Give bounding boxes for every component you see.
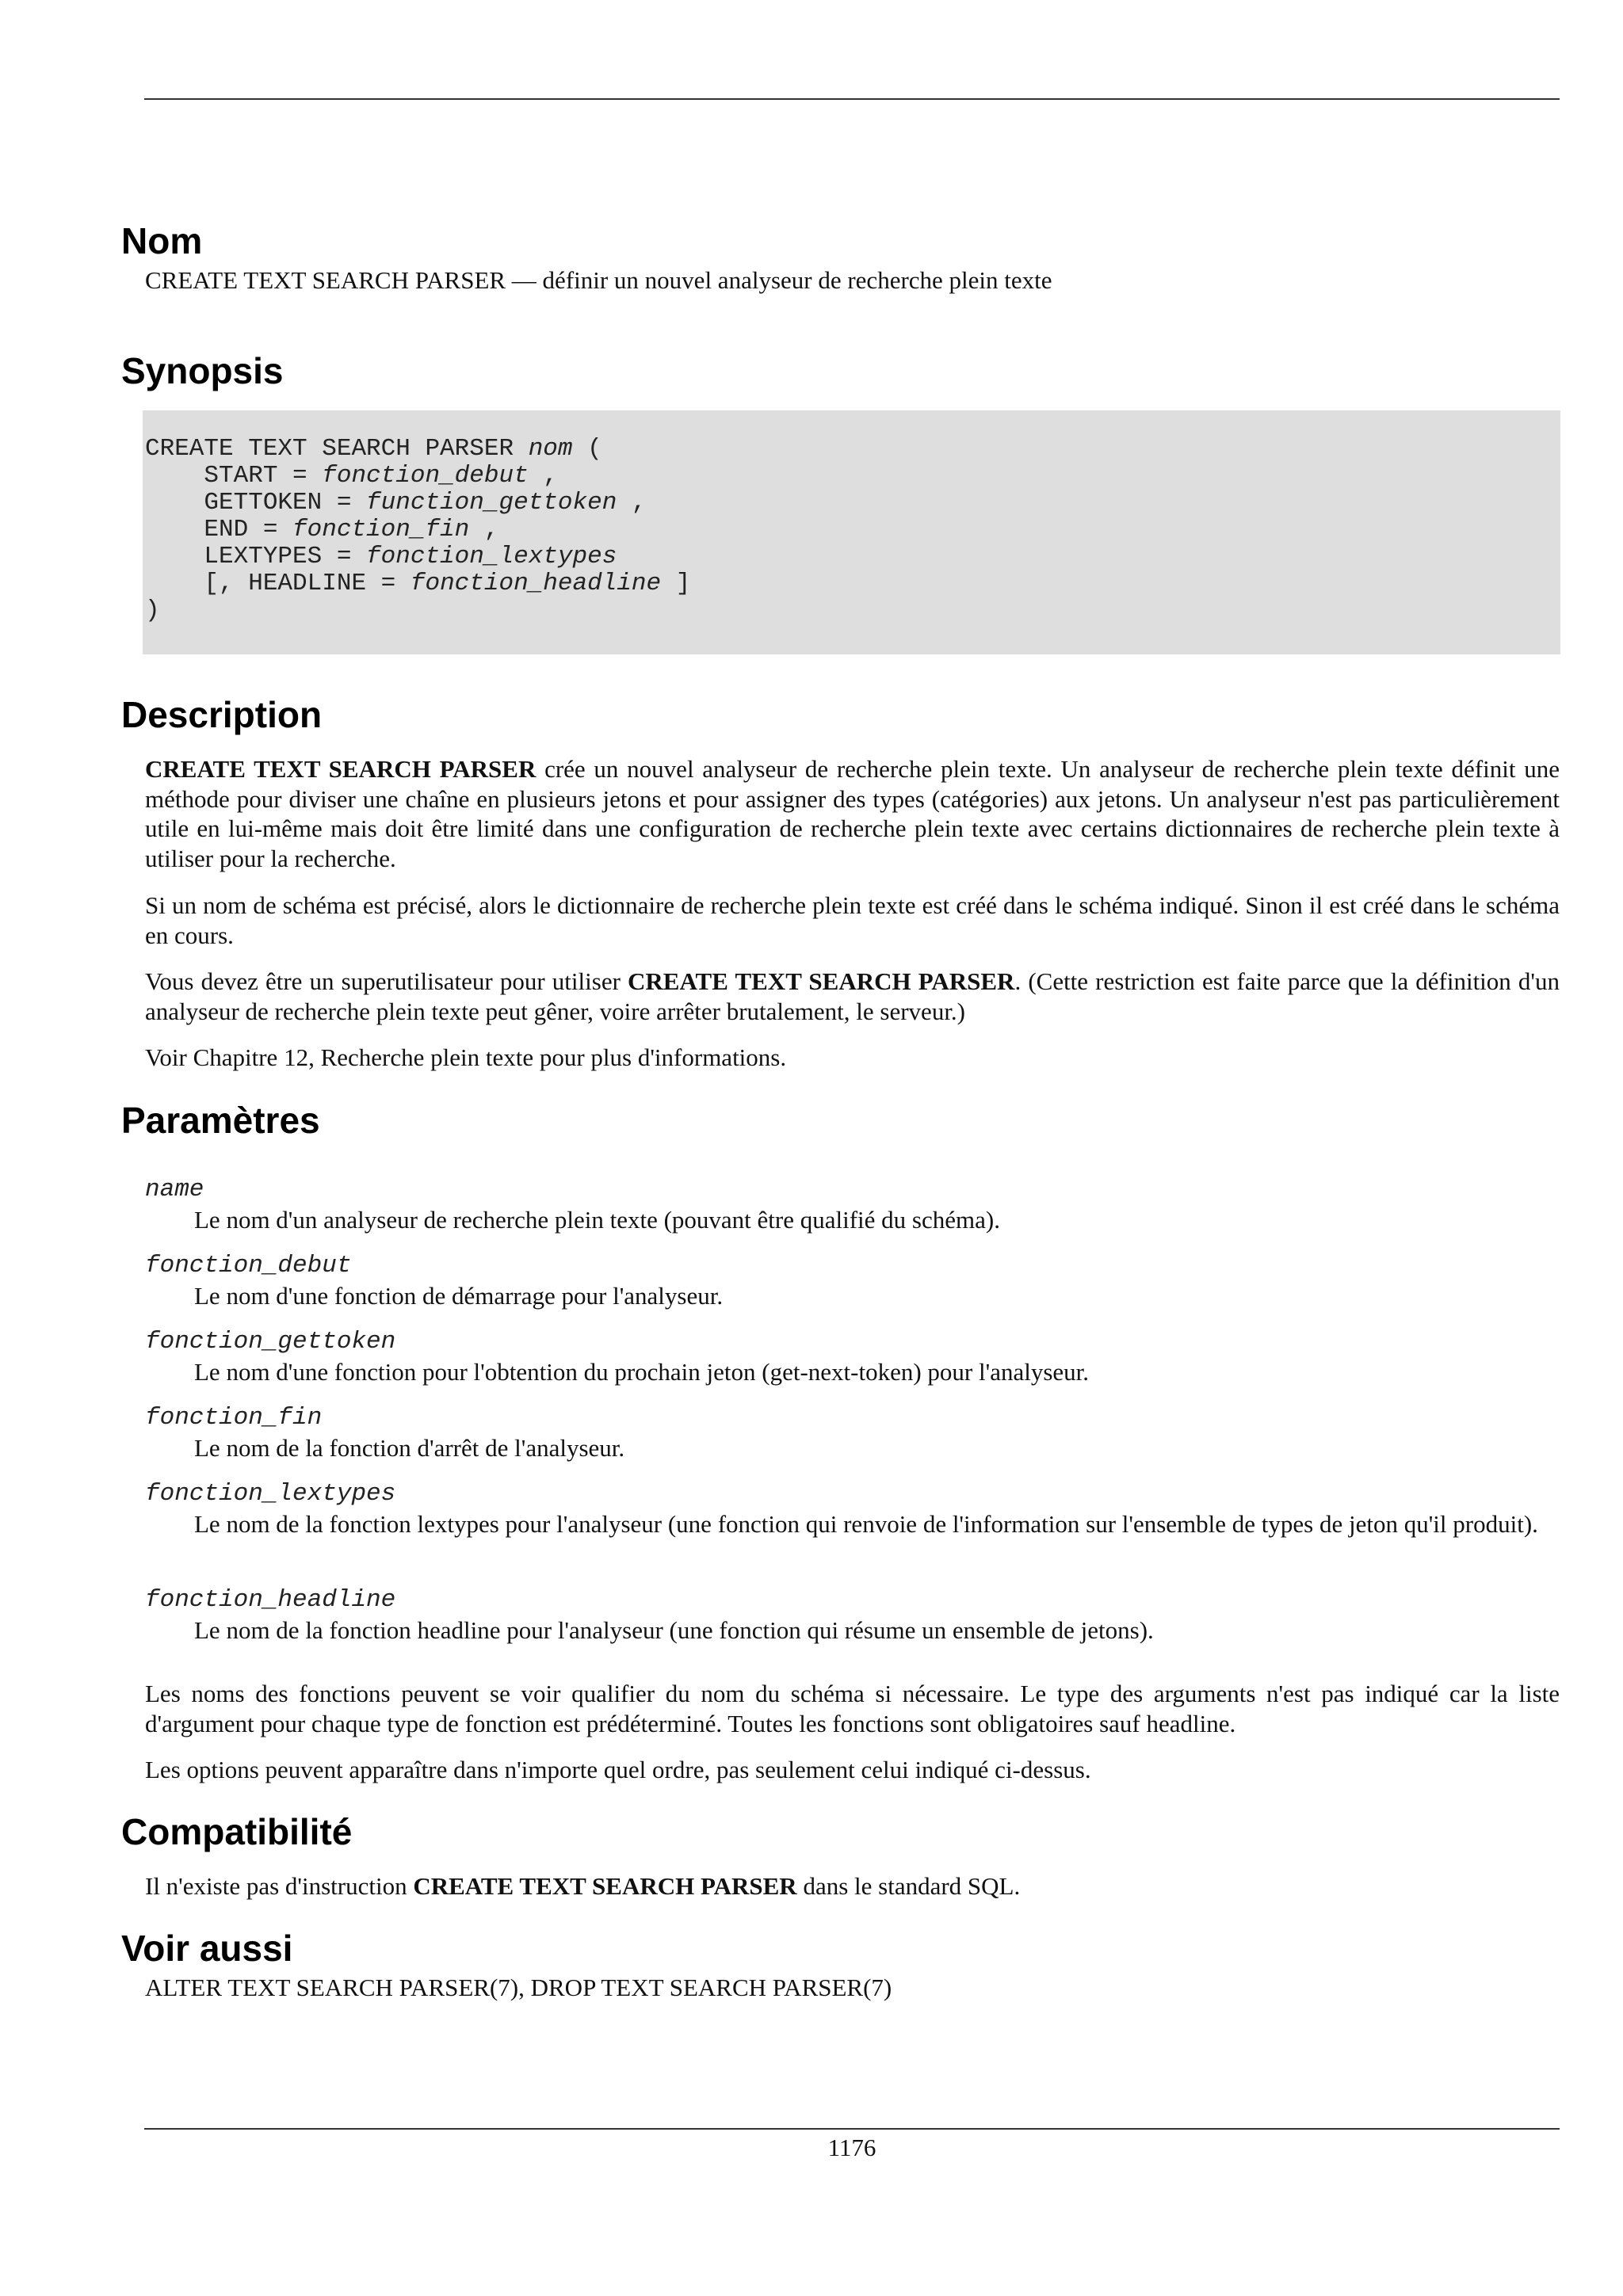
code-text: CREATE TEXT SEARCH PARSER bbox=[145, 435, 529, 463]
code-text: , bbox=[528, 462, 558, 490]
code-text: END = bbox=[145, 516, 293, 543]
param-definition: Le nom d'un analyseur de recherche plein texte (pouvant être qualifié du schéma). bbox=[194, 1206, 1000, 1234]
paragraph-text: Il n'existe pas d'instruction bbox=[145, 1872, 414, 1900]
heading-synopsis: Synopsis bbox=[121, 350, 284, 391]
param-definition: Le nom d'une fonction pour l'obtention du prochain jeton (get-next-token) pour l'analyseur. bbox=[194, 1358, 1090, 1386]
code-placeholder: fonction_fin bbox=[292, 516, 470, 543]
param-definition: Le nom de la fonction d'arrêt de l'analyseur. bbox=[194, 1434, 625, 1462]
heading-parametres: Paramètres bbox=[121, 1100, 320, 1141]
paragraph-text: . (Cette restriction est faite parce que la définition d'un analyseur de recherche plein texte peut gêner, voire arrêter brutalement, le serveur.) bbox=[145, 967, 1560, 1025]
parametres-note-1: Les noms des fonctions peuvent se voir qualifier du nom du schéma si nécessaire. Le type des arguments n'est pas indiqué car la liste d'argument pour chaque type de fonction est prédéterminé. Toutes les fonctions sont obligatoires sauf headline. bbox=[145, 1680, 1560, 1737]
param-term: fonction_lextypes bbox=[145, 1480, 396, 1508]
footer-rule bbox=[144, 2128, 1560, 2130]
param-term: fonction_gettoken bbox=[145, 1328, 396, 1356]
param-term: fonction_headline bbox=[145, 1586, 396, 1614]
paragraph-text: crée un nouvel analyseur de recherche plein texte. Un analyseur de recherche plein texte définit une méthode pour diviser une chaîne en plusieurs jetons et pour assigner des types (catégories) aux jetons. Un analyseur n'est pas particulièrement utile en lui-même mais doit être limité dans une configuration de recherche plein texte avec certains dictionnaires de recherche plein texte à utiliser pour la recherche. bbox=[145, 755, 1560, 872]
code-text: , bbox=[469, 516, 499, 543]
nom-text: CREATE TEXT SEARCH PARSER — définir un nouvel analyseur de recherche plein texte bbox=[145, 266, 1052, 294]
description-paragraph-1 bbox=[145, 754, 1560, 873]
command-name: CREATE TEXT SEARCH PARSER bbox=[413, 1872, 797, 1900]
code-text: ] bbox=[661, 570, 691, 597]
page-number: 1176 bbox=[827, 2134, 876, 2161]
param-definition: Le nom de la fonction lextypes pour l'analyseur (une fonction qui renvoie de l'information sur l'ensemble de types de jeton qu'il produit). bbox=[194, 1510, 1538, 1538]
code-placeholder: fonction_debut bbox=[322, 462, 529, 490]
heading-description: Description bbox=[121, 694, 323, 735]
heading-nom: Nom bbox=[121, 220, 203, 261]
header-rule bbox=[144, 98, 1560, 100]
code-placeholder: fonction_headline bbox=[410, 570, 662, 597]
code-text: , bbox=[617, 489, 647, 517]
compatibilite-text bbox=[145, 1871, 1560, 1901]
voir-aussi-text: ALTER TEXT SEARCH PARSER(7), DROP TEXT SEARCH PARSER(7) bbox=[145, 1974, 892, 2001]
code-placeholder: function_gettoken bbox=[366, 489, 617, 517]
code-text: START = bbox=[145, 462, 323, 490]
code-text: LEXTYPES = bbox=[145, 543, 367, 570]
param-term: fonction_debut bbox=[145, 1252, 352, 1280]
synopsis-code bbox=[145, 436, 690, 624]
description-paragraph-3 bbox=[145, 967, 1560, 1026]
paragraph-text: Vous devez être un superutilisateur pour utiliser bbox=[145, 967, 628, 995]
param-definition: Le nom de la fonction headline pour l'analyseur (une fonction qui résume un ensemble de jetons). bbox=[194, 1616, 1154, 1644]
heading-voir-aussi: Voir aussi bbox=[121, 1928, 293, 1969]
paragraph-text: dans le standard SQL. bbox=[796, 1872, 1021, 1900]
code-text: ( bbox=[572, 435, 602, 463]
parametres-note-2: Les options peuvent apparaître dans n'importe quel ordre, pas seulement celui indiqué ci-dessus. bbox=[145, 1756, 1091, 1783]
command-name: CREATE TEXT SEARCH PARSER bbox=[145, 755, 537, 783]
code-text: GETTOKEN = bbox=[145, 489, 367, 517]
description-paragraph-4: Voir Chapitre 12, Recherche plein texte pour plus d'informations. bbox=[145, 1043, 787, 1071]
param-definition: Le nom d'une fonction de démarrage pour l'analyseur. bbox=[194, 1282, 724, 1310]
command-name: CREATE TEXT SEARCH PARSER bbox=[628, 967, 1015, 995]
code-text: ) bbox=[145, 597, 160, 624]
heading-compatibilite: Compatibilité bbox=[121, 1811, 353, 1852]
code-placeholder: fonction_lextypes bbox=[366, 543, 617, 570]
code-placeholder: nom bbox=[528, 435, 573, 463]
code-text: [, HEADLINE = bbox=[145, 570, 411, 597]
param-term: fonction_fin bbox=[145, 1404, 323, 1432]
description-paragraph-2: Si un nom de schéma est précisé, alors le dictionnaire de recherche plein texte est créé dans le schéma indiqué. Sinon il est créé dans le schéma en cours. bbox=[145, 891, 1560, 949]
param-term: name bbox=[145, 1176, 204, 1203]
